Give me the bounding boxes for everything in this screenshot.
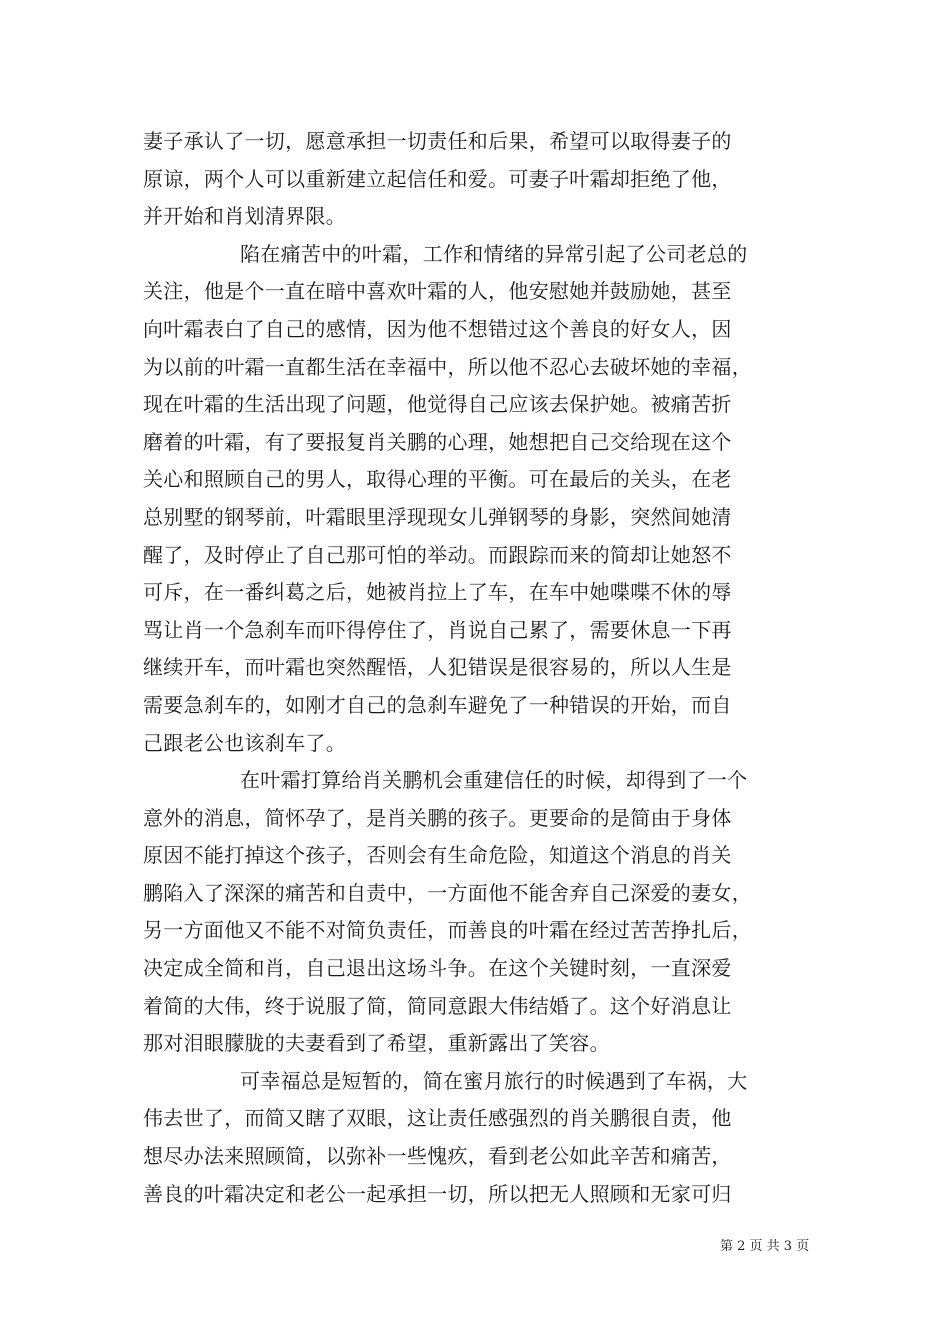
page-number: 第 2 页 共 3 页 [720, 1239, 810, 1254]
text-line: 伟去世了，而简又瞎了双眼，这让责任感强烈的肖关鹏很自责，他 [143, 1106, 732, 1131]
text-line: 鹏陷入了深深的痛苦和自责中，一方面他不能舍弃自己深爱的妻女， [143, 880, 752, 905]
text-line: 着简的大伟，终于说服了简，简同意跟大伟结婚了。这个好消息让 [143, 993, 732, 1018]
body-text [143, 123, 813, 1213]
text-line: 原因不能打掉这个孩子，否则会有生命危险，知道这个消息的肖关 [143, 843, 732, 868]
text-line: 那对泪眼朦胧的夫妻看到了希望，重新露出了笑容。 [143, 1031, 610, 1056]
text-line: 并开始和肖划清界限。 [143, 204, 346, 229]
text-line: 现在叶霜的生活出现了问题，他觉得自己应该去保护她。被痛苦折 [143, 392, 732, 417]
text-line: 善良的叶霜决定和老公一起承担一切，所以把无人照顾和无家可归 [143, 1181, 732, 1206]
text-line: 总别墅的钢琴前，叶霜眼里浮现现女儿弹钢琴的身影，突然间她清 [143, 504, 732, 529]
text-line: 妻子承认了一切，愿意承担一切责任和后果，希望可以取得妻子的 [143, 129, 732, 153]
text-line: 为以前的叶霜一直都生活在幸福中，所以他不忍心去破坏她的幸福， [143, 354, 752, 379]
text-line: 关心和照顾自己的男人，取得心理的平衡。可在最后的关头，在老 [143, 467, 732, 492]
text-line: 决定成全简和肖，自己退出这场斗争。在这个关键时刻，一直深爱 [143, 956, 732, 981]
paragraph-start-line: 可幸福总是短暂的，简在蜜月旅行的时候遇到了车祸，大 [240, 1068, 748, 1093]
text-line: 磨着的叶霜，有了要报复肖关鹏的心理，她想把自己交给现在这个 [143, 429, 732, 454]
paragraph-start-line: 陷在痛苦中的叶霜，工作和情绪的异常引起了公司老总的 [240, 241, 748, 266]
text-line: 向叶霜表白了自己的感情，因为他不想错过这个善良的好女人，因 [143, 316, 732, 341]
text-line: 另一方面他又不能不对简负责任，而善良的叶霜在经过苦苦挣扎后， [143, 918, 752, 943]
paragraph-start-line: 在叶霜打算给肖关鹏机会重建信任的时候，却得到了一个 [240, 768, 748, 793]
text-line: 需要急刹车的，如刚才自己的急刹车避免了一种错误的开始，而自 [143, 692, 732, 717]
text-line: 原谅，两个人可以重新建立起信任和爱。可妻子叶霜却拒绝了他， [143, 166, 732, 191]
text-line: 意外的消息，简怀孕了，是肖关鹏的孩子。更要命的是简由于身体 [143, 805, 732, 830]
text-line: 醒了，及时停止了自己那可怕的举动。而跟踪而来的简却让她怒不 [143, 542, 732, 567]
text-line: 关注，他是个一直在暗中喜欢叶霜的人，他安慰她并鼓励她，甚至 [143, 279, 732, 304]
text-line: 己跟老公也该刹车了。 [143, 730, 346, 755]
text-line: 继续开车，而叶霜也突然醒悟，人犯错误是很容易的，所以人生是 [143, 655, 732, 680]
text-line: 想尽办法来照顾简，以弥补一些愧疚，看到老公如此辛苦和痛苦， [143, 1144, 732, 1169]
text-line: 骂让肖一个急刹车而吓得停住了，肖说自己累了，需要休息一下再 [143, 617, 732, 642]
text-line: 可斥，在一番纠葛之后，她被肖拉上了车，在车中她喋喋不休的辱 [143, 580, 732, 605]
